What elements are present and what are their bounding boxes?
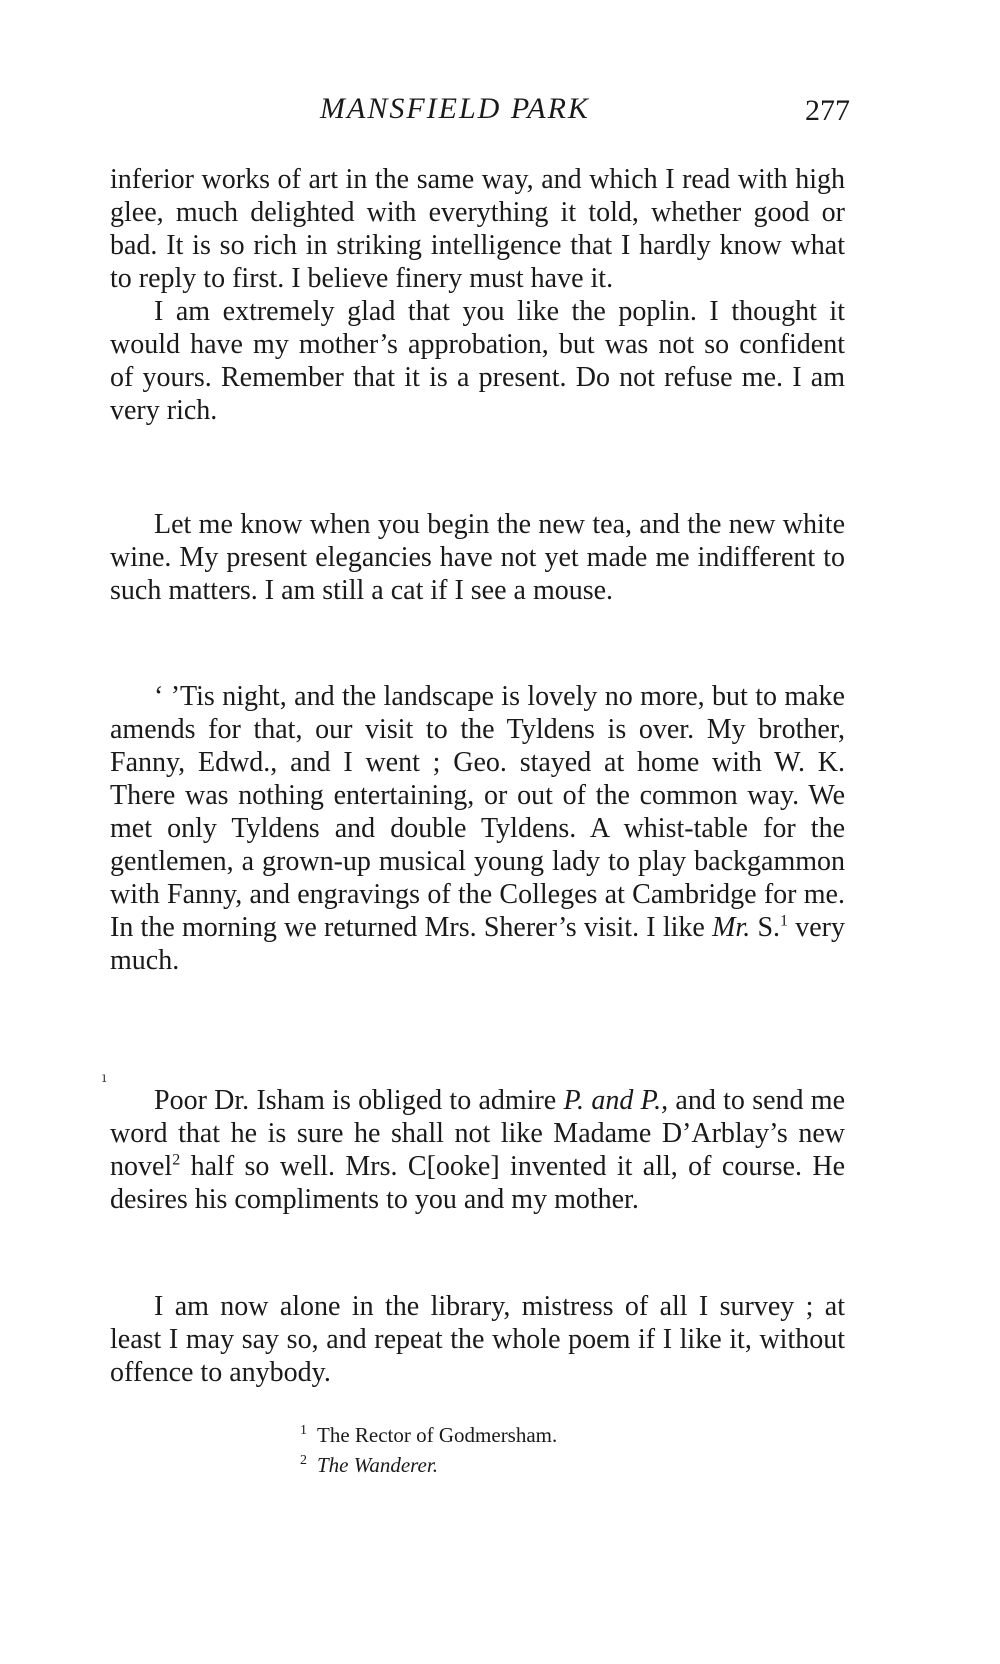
paragraph: Let me know when you begin the new tea, and the new white wine. My present elegancies have not yet made me indifferent to such matters. I am still a cat if I see a mouse. bbox=[110, 509, 845, 606]
footnote-text: The Wanderer. bbox=[317, 1453, 438, 1477]
footnote-ref: 2 bbox=[172, 1151, 181, 1169]
footnote bbox=[300, 1420, 800, 1450]
running-title: MANSFIELD PARK bbox=[320, 92, 590, 125]
footnote-mark: 1 bbox=[300, 1423, 307, 1438]
text-block-2 bbox=[110, 508, 845, 607]
footnotes bbox=[300, 1420, 800, 1480]
paragraph-text: and to send me word that he is sure he shall not like Madame D’Arblay’s new novel bbox=[110, 1085, 846, 1182]
paragraph-text: S. bbox=[757, 912, 781, 943]
italic-text: P. and P., bbox=[563, 1085, 669, 1116]
text-block-4 bbox=[110, 1084, 845, 1216]
paragraph: inferior works of art in the same way, and which I read with high glee, much delighted with everything it told, whether good or bad. It is so rich in striking intelligence that I hardly know what to reply to first. I believe finery must have it. bbox=[110, 164, 845, 294]
stray-mark: ı bbox=[102, 1070, 107, 1086]
italic-text: Mr. bbox=[712, 912, 751, 943]
text-block-1 bbox=[110, 163, 845, 427]
paragraph bbox=[110, 1084, 845, 1216]
paragraph-text: Poor Dr. Isham is obliged to admire bbox=[154, 1085, 557, 1116]
text-block-3 bbox=[110, 680, 845, 977]
footnote-ref: 1 bbox=[780, 912, 789, 930]
footnote-text: The Rector of Godmersham. bbox=[317, 1423, 558, 1447]
footnote-mark: 2 bbox=[300, 1453, 307, 1468]
paragraph: I am now alone in the library, mistress of all I survey ; at least I may say so, and repeat the whole poem if I like it, without offence to anybody. bbox=[110, 1291, 845, 1388]
paragraph-text: ‘ ’Tis night, and the landscape is lovely no more, but to make amends for that, our visit to the Tyldens is over. My brother, Fanny, Edwd., and I went ; Geo. stayed at home with W. K. There was nothing entertaining, or out of the common way. We met only Tyldens and double Tyldens. A whist-table for the gentlemen, a grown-up musical young lady to play backgammon with Fanny, and engravings of the Colleges at Cambridge for me. In the morning we returned Mrs. Sherer’s visit. I like bbox=[110, 681, 845, 943]
footnote bbox=[300, 1450, 800, 1480]
text-block-5 bbox=[110, 1290, 845, 1389]
paragraph-text: half so well. Mrs. C[ooke] invented it all, of course. He desires his compliments to you and my mother. bbox=[110, 1151, 845, 1215]
page-number: 277 bbox=[805, 94, 850, 127]
paragraph: I am extremely glad that you like the poplin. I thought it would have my mother’s approbation, but was not so confident of yours. Remember that it is a present. Do not refuse me. I am very rich. bbox=[110, 296, 845, 426]
paragraph bbox=[110, 680, 845, 977]
paragraph-text: very much. bbox=[110, 912, 846, 976]
page-header bbox=[110, 92, 850, 142]
